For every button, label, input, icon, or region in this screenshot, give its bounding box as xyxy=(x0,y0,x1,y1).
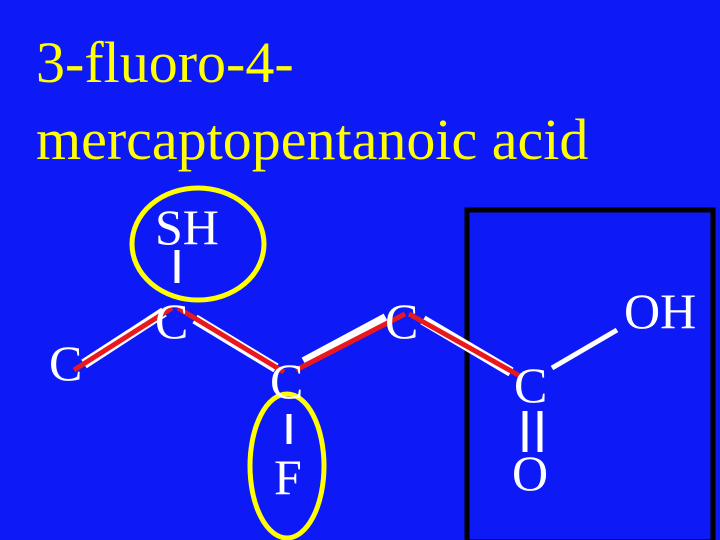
atom-c3: C xyxy=(270,353,304,409)
bond-c3-c2-underlay xyxy=(304,318,386,362)
bond-c1-oh xyxy=(552,330,617,368)
atom-c5: C xyxy=(49,335,83,391)
atom-o: O xyxy=(512,445,549,501)
atom-sh: SH xyxy=(155,199,219,255)
atom-c2: C xyxy=(385,293,419,349)
title-line-2: mercaptopentanoic acid xyxy=(36,107,589,172)
atom-oh: OH xyxy=(624,283,697,339)
title-line-1: 3-fluoro-4- xyxy=(36,30,294,95)
atom-c4: C xyxy=(155,293,189,349)
chain-c4-c3 xyxy=(178,308,284,372)
atom-c1: C xyxy=(514,357,548,413)
carboxyl-group-box xyxy=(467,210,713,540)
atom-f: F xyxy=(274,449,302,505)
